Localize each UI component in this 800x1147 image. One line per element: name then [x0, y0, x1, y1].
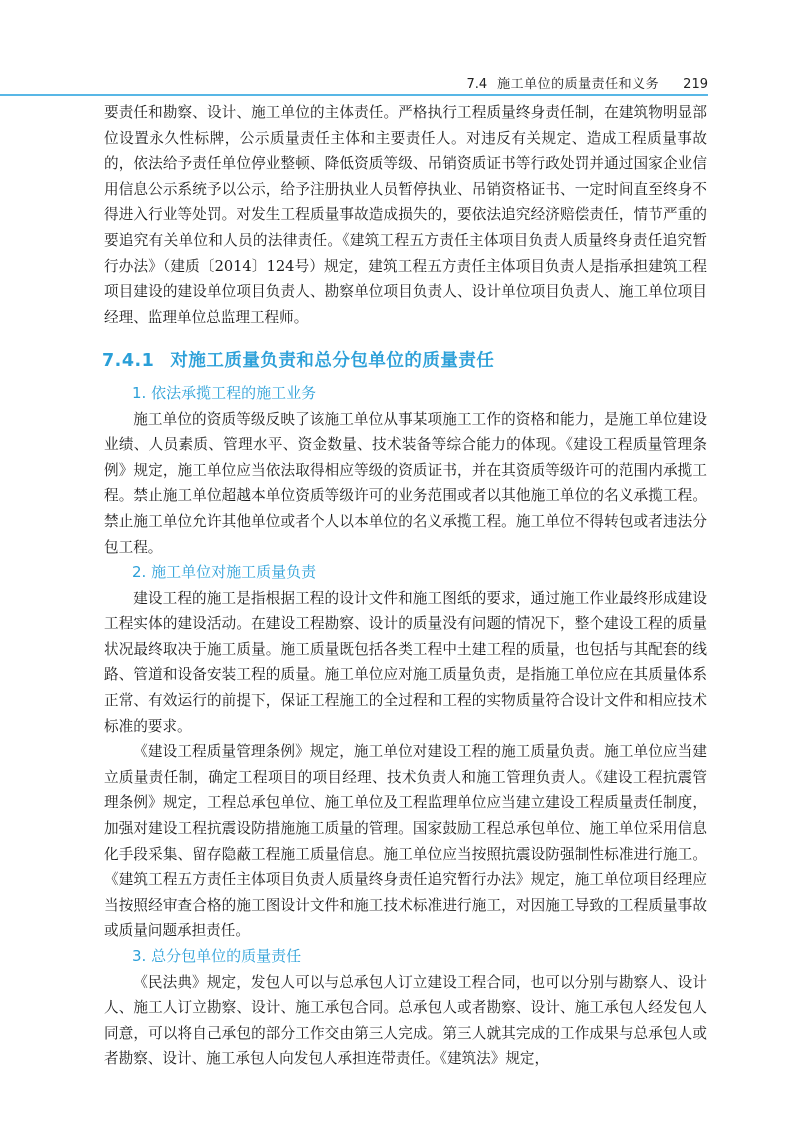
section-heading	[102, 349, 707, 375]
subheading-3: 3. 总分包单位的质量责任	[132, 947, 302, 965]
subheading-2: 2. 施工单位对施工质量负责	[132, 563, 317, 582]
page-number: 219	[683, 77, 708, 92]
sub1-paragraph-1: 施工单位的资质等级反映了该施工单位从事某项施工工作的资格和能力，是施工单位建设业绩、人员素质、管理水平、资金数量、技术装备等综合能力的体现。《建设工程质量管理条例》规定，施工单位应当依法取得相应等级的资质证书，并在其资质等级许可的范围内承揽工程。禁止施工单位超越本单位资质等级许可的业务范围或者以其他施工单位的名义承揽工程。禁止施工单位允许其他单位或者个人以本单位的名义承揽工程。施工单位不得转包或者违法分包工程。	[104, 410, 707, 556]
section-number: 7.4.1	[102, 351, 155, 372]
intro-paragraph: 要责任和勘察、设计、施工单位的主体责任。严格执行工程质量终身责任制，在建筑物明显部位设置永久性标牌，公示质量责任主体和主要责任人。对违反有关规定、造成工程质量事故的，依法给予责任单位停业整顿、降低资质等级、吊销资质证书等行政处罚并通过国家企业信用信息公示系统予以公示，给予注册执业人员暂停执业、吊销资格证书、一定时间直至终身不得进入行业等处罚。对发生工程质量事故造成损失的，要依法追究经济赔偿责任，情节严重的要追究有关单位和人员的法律责任。《建筑工程五方责任主体项目负责人质量终身责任追究暂行办法》（建质〔2014〕124号）规定，建筑工程五方责任主体项目负责人是指承担建筑工程项目建设的建设单位项目负责人、勘察单位项目负责人、设计单位项目负责人、施工单位项目经理、监理单位总监理工程师。	[104, 104, 707, 326]
running-header	[466, 73, 708, 92]
subheading-1: 1. 依法承揽工程的施工业务	[132, 383, 317, 402]
header-rule	[0, 94, 708, 96]
sub2-paragraph-1: 建设工程的施工是指根据工程的设计文件和施工图纸的要求，通过施工作业最终形成建设工程实体的建设活动。在建设工程勘察、设计的质量没有问题的情况下，整个建设工程的质量状况最终取决于施工质量。施工质量既包括各类工程中土建工程的质量，也包括与其配套的线路、管道和设备安装工程的质量。施工单位应对施工质量负责，是指施工单位应在其质量体系正常、有效运行的前提下，保证工程施工的全过程和工程的实物质量符合设计文件和相应技术标准的要求。	[104, 589, 707, 735]
section-title: 对施工质量负责和总分包单位的质量责任	[170, 351, 495, 372]
header-section-number: 7.4	[466, 77, 488, 92]
sub2-paragraph-2: 《建设工程质量管理条例》规定，施工单位对建设工程的施工质量负责。施工单位应当建立质量责任制，确定工程项目的项目经理、技术负责人和施工管理负责人。《建设工程抗震管理条例》规定，工程总承包单位、施工单位及工程监理单位应当建立建设工程质量责任制度，加强对建设工程抗震设防措施施工质量的管理。国家鼓励工程总承包单位、施工单位采用信息化手段采集、留存隐蔽工程施工质量信息。施工单位应当按照抗震设防强制性标准进行施工。《建筑工程五方责任主体项目负责人质量终身责任追究暂行办法》规定，施工单位项目经理应当按照经审查合格的施工图设计文件和施工技术标准进行施工，对因施工导致的工程质量事故或质量问题承担责任。	[104, 743, 707, 940]
body-content	[104, 100, 707, 1072]
sub3-paragraph-1: 《民法典》规定，发包人可以与总承包人订立建设工程合同，也可以分别与勘察人、设计人、施工人订立勘察、设计、施工承包合同。总承包人或者勘察、设计、施工承包人经发包人同意，可以将自己承包的部分工作交由第三人完成。第三人就其完成的工作成果与总承包人或者勘察、设计、施工承包人向发包人承担连带责任。《建筑法》规定，	[104, 973, 707, 1068]
header-title: 施工单位的质量责任和义务	[497, 77, 660, 92]
